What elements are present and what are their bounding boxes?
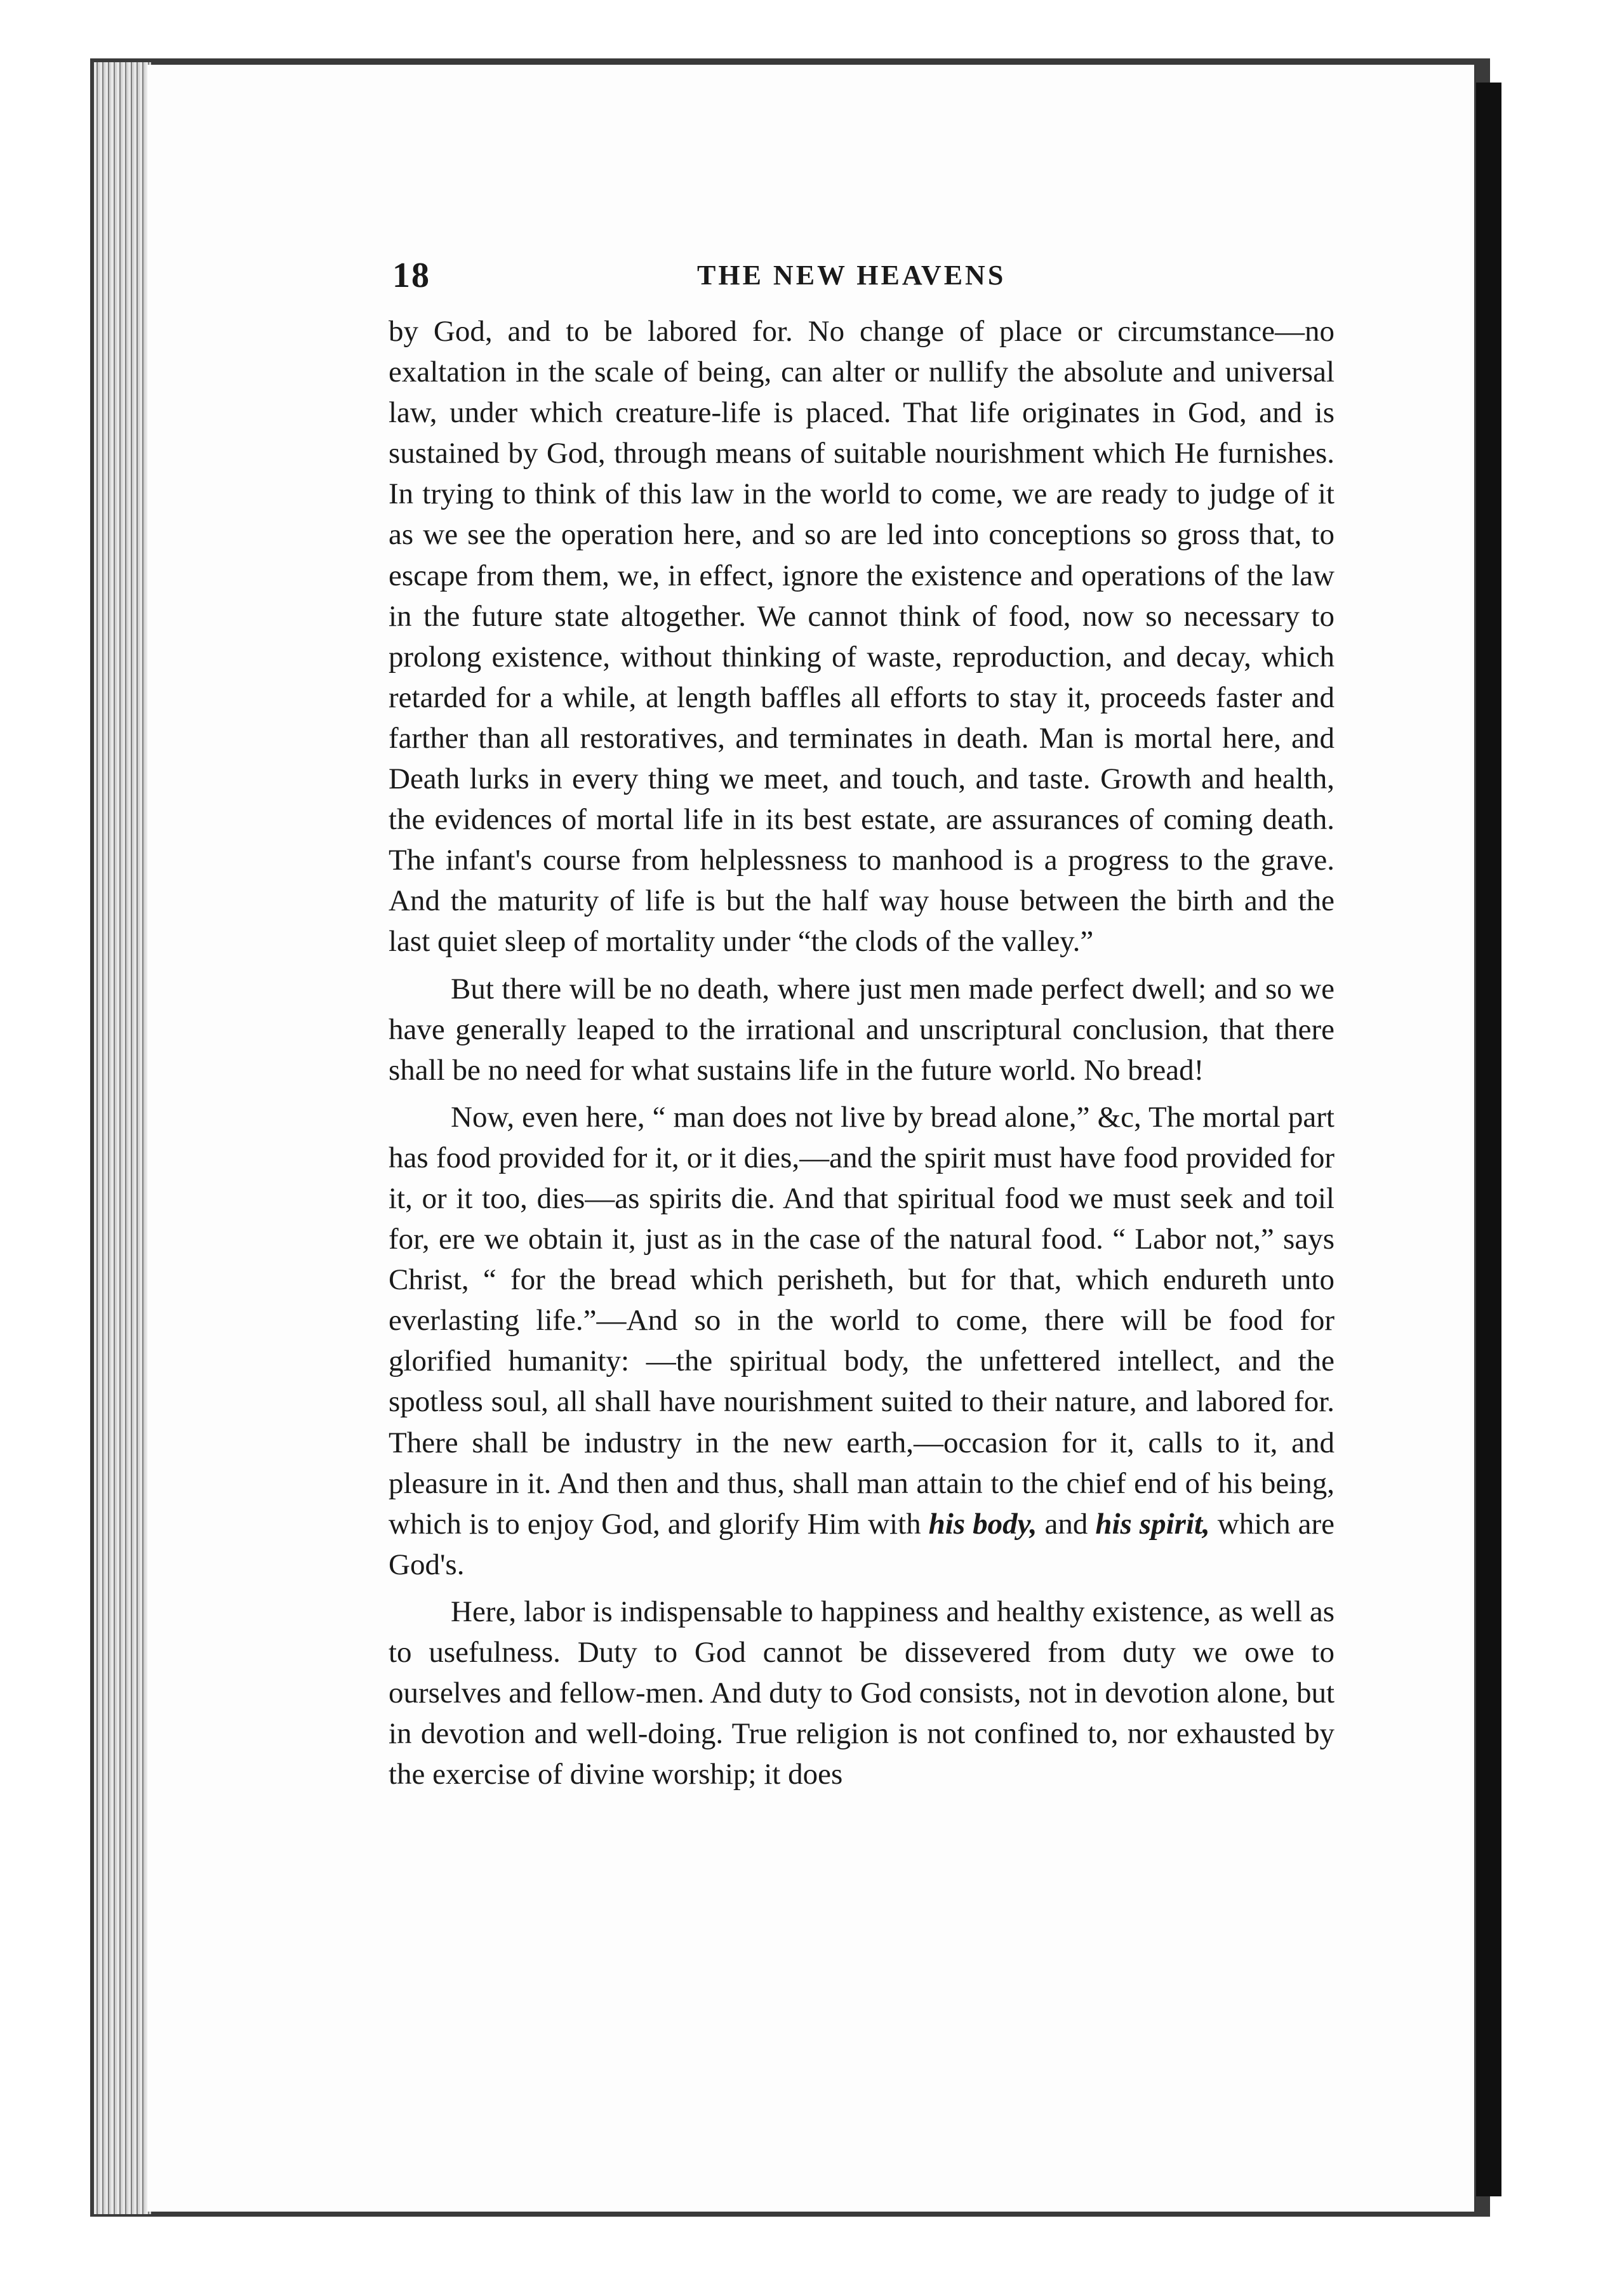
- emphasis-his-spirit: his spirit,: [1095, 1507, 1210, 1541]
- emphasis-his-body: his body,: [928, 1507, 1037, 1541]
- page-header: [392, 255, 1338, 306]
- page-edges: [94, 62, 151, 2214]
- paragraph-4: Here, labor is indispensable to happiness and healthy existence, as well as to usefulness. Duty to God cannot be dissevered from duty we owe to ourselves and fellow-men. And duty to God consists, not in devotion alone, but in devotion and well-doing. True religion is not confined to, nor exhausted by the exercise of divine worship; it does: [389, 1595, 1334, 1791]
- paragraph-3: [389, 1097, 1334, 1585]
- paragraph-3-text: Now, even here, “ man does not live by bread alone,” &c, The mortal part has food provided for it, or it dies,—and the spirit must have food provided for it, or it too, dies—as spirits die. And that spiritual food we must seek and toil for, ere we obtain it, just as in the case of the natural food. “ Labor not,” says Christ, “ for the bread which perisheth, but for that, which endureth unto everlasting life.”—And so in the world to come, there will be food for glorified humanity: —the spiritual body, the unfettered intellect, and the spotless soul, all shall have nourishment suited to their nature, and labored for. There shall be industry in the new earth,—occasion for it, calls to it, and pleasure in it. And then and thus, shall man attain to the chief end of his being, which is to enjoy God, and glorify Him with: [389, 1100, 1334, 1541]
- spine-shadow: [1476, 83, 1501, 2196]
- paragraph-3-end: which are God's.: [389, 1507, 1335, 1581]
- paragraph-2: But there will be no death, where just men made perfect dwell; and so we have generally leaped to the irrational and unscriptural conclusion, that there shall be no need for what sustains life in the future world. No bread!: [389, 972, 1334, 1087]
- running-title: THE NEW HEAVENS: [697, 260, 1006, 291]
- body-text: [389, 311, 1334, 1795]
- facing-page-margin: [1511, 95, 1624, 2270]
- paragraph-1: by God, and to be labored for. No change of place or circumstance—no exaltation in the scale of being, can alter or nullify the absolute and universal law, under which creature-life is placed. That life originates in God, and is sustained by God, through means of suitable nourishment which He furnishes. In trying to think of this law in the world to come, we are ready to judge of it as we see the operation here, and so are led into conceptions so gross that, to escape from them, we, in effect, ignore the existence and operations of the law in the future state altogether. We cannot think of food, now so necessary to prolong existence, without thinking of waste, reproduction, and decay, which retarded for a while, at length baffles all efforts to stay it, proceeds faster and farther than all restoratives, and terminates in death. Man is mortal here, and Death lurks in every thing we meet, and touch, and taste. Growth and health, the evidences of mortal life in its best estate, are assurances of coming death. The infant's course from helplessness to manhood is a progress to the grave. And the maturity of life is but the half way house between the birth and the last quiet sleep of mortality under “the clods of the valley.”: [389, 315, 1334, 959]
- paragraph-3-and: and: [1044, 1507, 1088, 1541]
- page-number: 18: [392, 256, 430, 295]
